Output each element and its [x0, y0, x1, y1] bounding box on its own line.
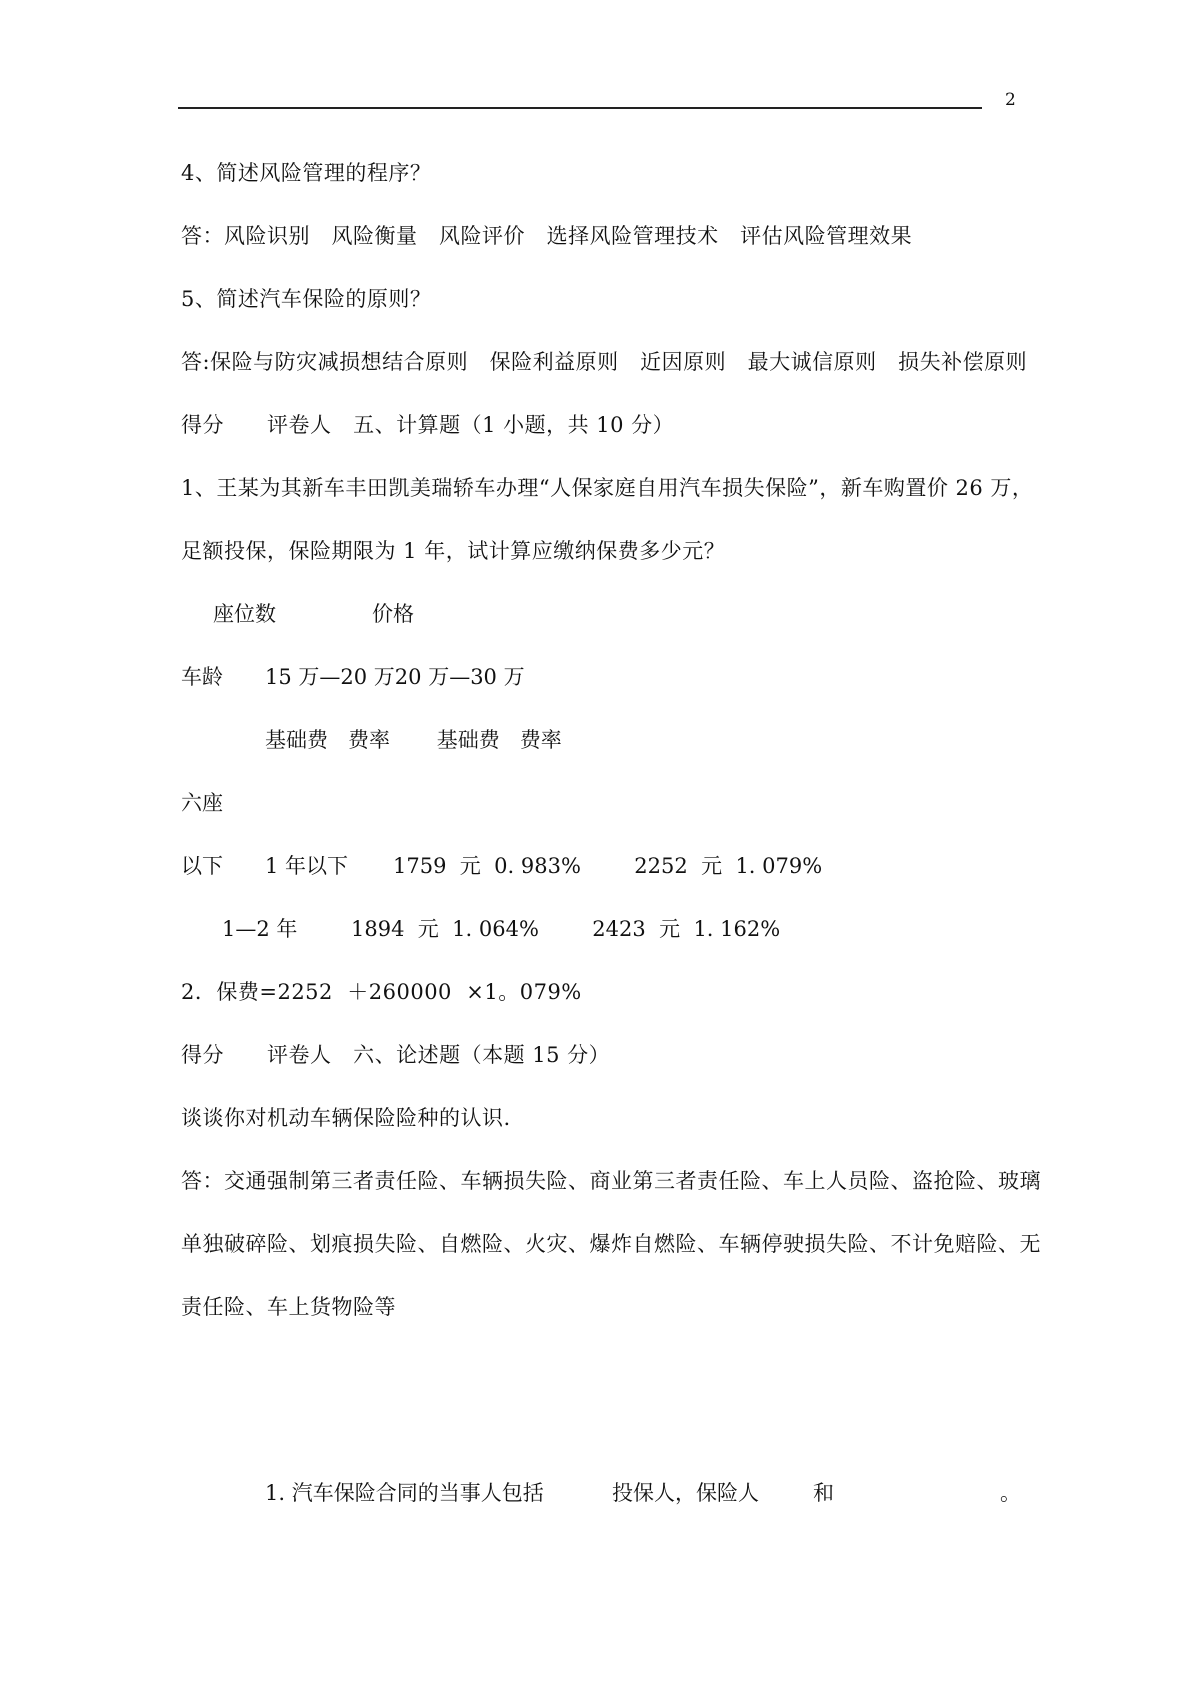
- page-number: 2: [1005, 90, 1016, 110]
- section-6-answer-line-1: 答：交通强制第三者责任险、车辆损失险、商业第三者责任险、车上人员险、盗抢险、玻璃: [181, 1169, 1041, 1193]
- table-row-1-age: 1 年以下: [265, 854, 349, 878]
- section-6-question: 谈谈你对机动车辆保险险种的认识.: [181, 1106, 511, 1130]
- table-header-seats: 座位数: [213, 602, 276, 626]
- question-5: 5、简述汽车保险的原则？: [181, 287, 432, 311]
- fill-in-lead: 1. 汽车保险合同的当事人包括: [265, 1481, 544, 1505]
- table-price-ranges: 15 万—20 万20 万—30 万: [265, 665, 525, 689]
- table-six-seats: 六座: [181, 791, 223, 815]
- calculation-line: 2．保费=2252 ＋260000 ×1。079%: [181, 980, 582, 1004]
- problem-text-line-2: 足额投保，保险期限为 1 年，试计算应缴纳保费多少元？: [181, 539, 726, 563]
- section-6-answer-line-3: 责任险、车上货物险等: [181, 1295, 396, 1319]
- fill-in-part-1: 投保人，保险人: [612, 1481, 759, 1505]
- question-5-answer: 答:保险与防灾减损想结合原则 保险利益原则 近因原则 最大诚信原则 损失补偿原则: [181, 350, 1028, 374]
- problem-text-line-1: 1、王某为其新车丰田凯美瑞轿车办理“人保家庭自用汽车损失保险”，新车购置价 26 万，: [181, 476, 1034, 500]
- header-rule: [178, 107, 982, 109]
- section-5-header: 得分 评卷人 五、计算题（1 小题，共 10 分）: [181, 413, 675, 437]
- table-row-2-values: 1894 元 1. 064% 2423 元 1. 162%: [351, 917, 781, 941]
- fill-in-end: 。: [1000, 1481, 1021, 1505]
- table-row-1-values: 1759 元 0. 983% 2252 元 1. 079%: [393, 854, 823, 878]
- fill-in-part-2: 和: [813, 1481, 834, 1505]
- question-4-answer: 答：风险识别 风险衡量 风险评价 选择风险管理技术 评估风险管理效果: [181, 224, 913, 248]
- table-header-car-age: 车龄: [181, 665, 223, 689]
- table-header-price: 价格: [372, 602, 414, 626]
- table-row-2-age: 1—2 年: [222, 917, 298, 941]
- section-6-answer-line-2: 单独破碎险、划痕损失险、自燃险、火灾、爆炸自燃险、车辆停驶损失险、不计免赔险、无: [181, 1232, 1041, 1256]
- section-6-header: 得分 评卷人 六、论述题（本题 15 分）: [181, 1043, 611, 1067]
- table-fee-headers: 基础费 费率 基础费 费率: [265, 728, 562, 752]
- question-4: 4、简述风险管理的程序？: [181, 161, 432, 185]
- table-below: 以下: [181, 854, 223, 878]
